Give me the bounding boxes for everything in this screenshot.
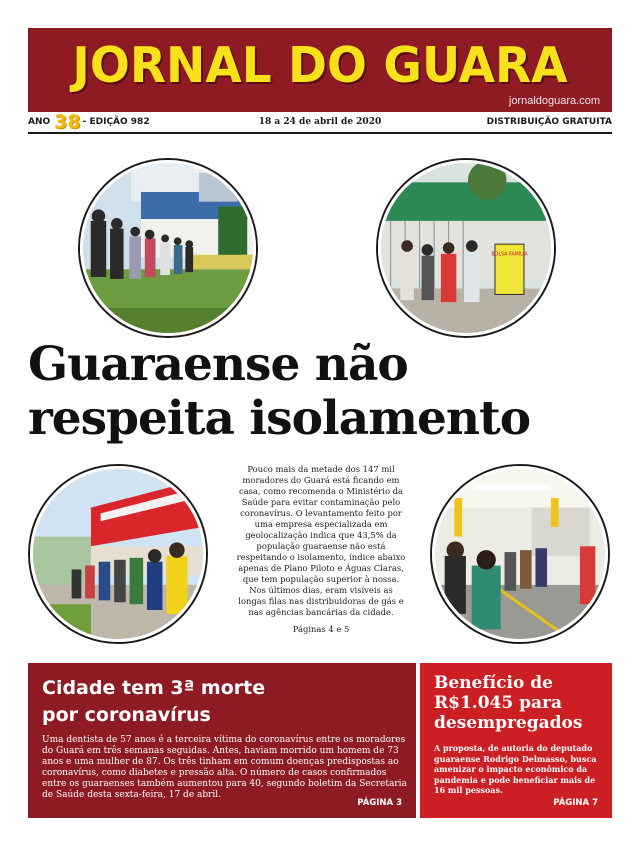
bank-queue-image bbox=[435, 469, 605, 639]
queue-sign-image bbox=[381, 163, 551, 333]
edition-date: 18 a 24 de abril de 2020 bbox=[258, 117, 382, 127]
story-third-death-text: Uma dentista de 57 anos é a terceira vítima do coronavírus entre os moradores do Guará em três semanas seguidas. Antes, haviam morrido um homem de 73 anos e uma mulher de 87. Os três tinham em comum doenças predispostas ao coronavírus, como diabetes e pressão alta. O número de casos confirmados entre os guaraenses também aumentou para 40, segundo boletim da Secretaria de Saúde desta sexta-feira, 17 de abril. bbox=[42, 735, 407, 800]
ano-number: 38 bbox=[54, 111, 81, 133]
story-benefit-text: A proposta, de autoria do deputado guaraense Rodrigo Delmasso, busca amenizar o impacto econômico da pandemia e pode beneficiar mais de 16 mil pessoas. bbox=[434, 743, 597, 795]
story-third-death-title-line-2: por coronavírus bbox=[42, 704, 211, 726]
story-benefit-title: Benefício de R$1.045 para desempregados bbox=[434, 673, 583, 733]
edition-number: - EDIÇÃO 982 bbox=[82, 117, 150, 127]
story-third-death-title-line-1: Cidade tem 3ª morte bbox=[42, 677, 266, 699]
headline-line-1: Guaraense não bbox=[28, 337, 408, 392]
lead-article-pages: Páginas 4 e 5 bbox=[292, 624, 350, 634]
story-third-death[interactable] bbox=[28, 663, 416, 818]
edition-info-bar bbox=[28, 112, 612, 134]
website-url[interactable]: jornaldoguara.com bbox=[508, 95, 600, 107]
newspaper-title: JORNAL DO GUARA bbox=[72, 36, 568, 95]
queue-building-image bbox=[83, 163, 253, 333]
queue-sign-text: BOLSA FAMÍLIA bbox=[491, 252, 528, 258]
story-benefit-page: PÁGINA 7 bbox=[553, 798, 598, 808]
photo-queue-building bbox=[80, 160, 256, 336]
story-unemployment-benefit[interactable] bbox=[420, 663, 612, 818]
main-headline bbox=[28, 338, 612, 446]
story-third-death-page: PÁGINA 3 bbox=[357, 798, 402, 808]
supermarket-queue-image bbox=[33, 469, 203, 639]
story-third-death-title bbox=[42, 675, 402, 729]
lead-article bbox=[236, 464, 406, 635]
photo-supermarket-queue bbox=[30, 466, 206, 642]
masthead bbox=[28, 28, 612, 112]
lead-article-body: Pouco mais da metade dos 147 mil moradores do Guará está ficando em casa, como recomenda o Ministério da Saúde para evitar contaminação pelo coronavírus. O levantamento feito por uma empresa especializada em geolocalização indica que 43,5% da população guaraense não está respeitando o isolamento, índice abaixo apenas de Plano Piloto e Águas Claras, que tem população superior à nossa. Nos últimos dias, eram visíveis as longas filas nas distribuidoras de gás e nas agências bancárias da cidade. bbox=[236, 464, 406, 617]
photo-bank-queue bbox=[432, 466, 608, 642]
photo-queue-sign bbox=[378, 160, 554, 336]
ano-label: ANO bbox=[28, 117, 51, 127]
headline-line-2: respeita isolamento bbox=[28, 391, 531, 446]
distribution-note: DISTRIBUIÇÃO GRATUITA bbox=[486, 117, 612, 127]
